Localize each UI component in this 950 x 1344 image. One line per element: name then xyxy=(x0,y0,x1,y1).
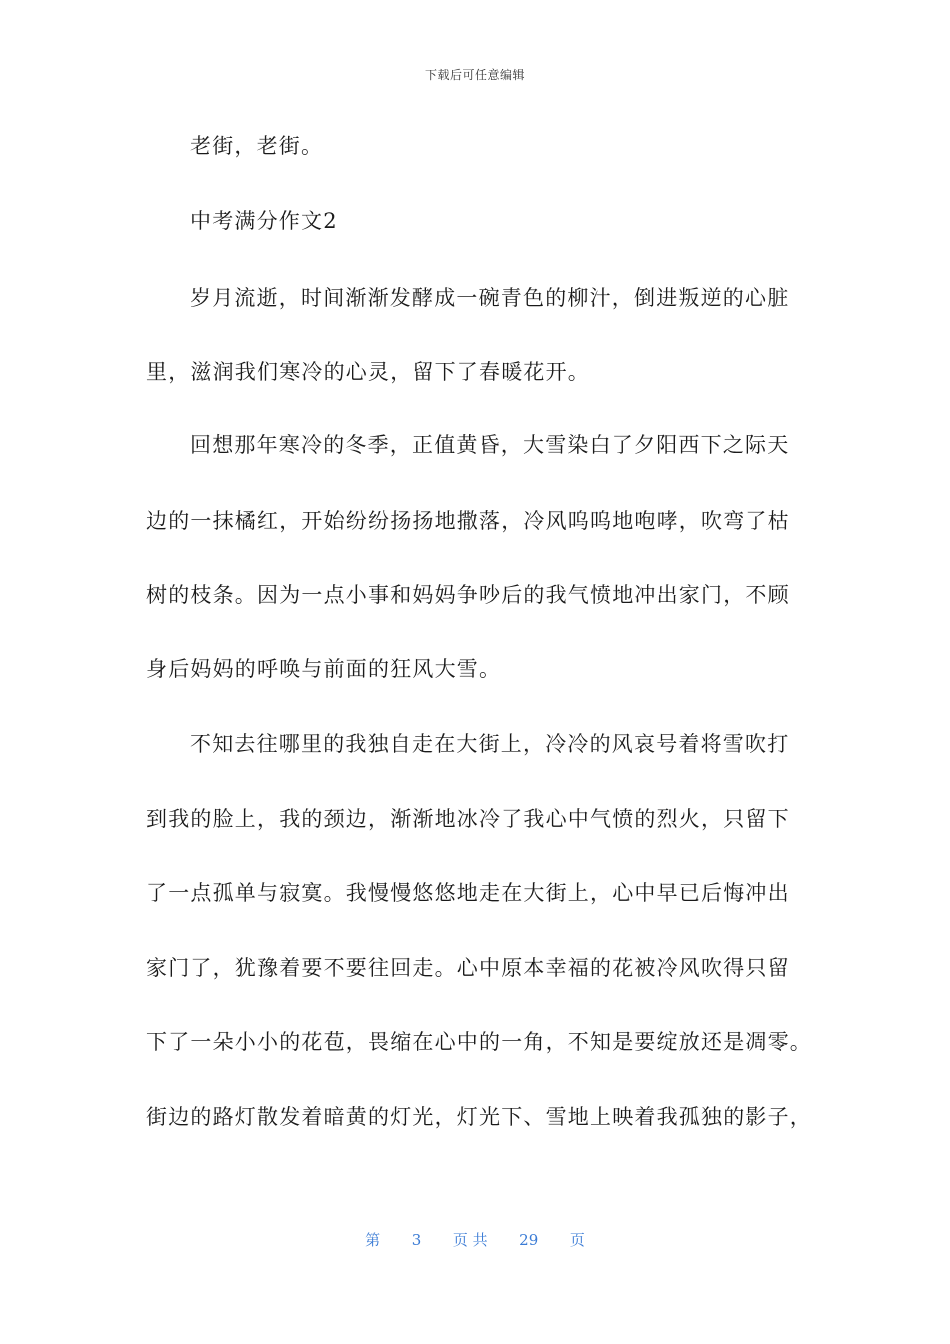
page-middle-text: 页 共 xyxy=(452,1231,488,1249)
body-line: 下了一朵小小的花苞，畏缩在心中的一角，不知是要绽放还是凋零。 xyxy=(146,1030,812,1054)
page-header-note: 下载后可任意编辑 xyxy=(424,68,525,82)
page-total-number: 29 xyxy=(519,1231,539,1249)
body-line: 岁月流逝，时间渐渐发酵成一碗青色的柳汁，倒进叛逆的心脏 xyxy=(190,286,790,310)
body-line: 身后妈妈的呼唤与前面的狂风大雪。 xyxy=(146,657,502,681)
body-line: 不知去往哪里的我独自走在大街上，冷冷的风哀号着将雪吹打 xyxy=(190,732,790,756)
page-suffix: 页 xyxy=(569,1231,585,1249)
body-line: 回想那年寒冷的冬季，正值黄昏，大雪染白了夕阳西下之际天 xyxy=(190,433,790,457)
body-line: 老街，老街。 xyxy=(190,134,324,158)
body-line: 里，滋润我们寒冷的心灵，留下了春暖花开。 xyxy=(146,360,590,384)
body-line: 街边的路灯散发着暗黄的灯光，灯光下、雪地上映着我孤独的影子， xyxy=(146,1105,812,1129)
body-line: 家门了，犹豫着要不要往回走。心中原本幸福的花被冷风吹得只留 xyxy=(146,956,790,980)
page-prefix: 第 xyxy=(365,1231,381,1249)
section-heading: 中考满分作文2 xyxy=(190,209,338,233)
page-footer xyxy=(0,1229,950,1250)
body-line: 了一点孤单与寂寞。我慢慢悠悠地走在大街上，心中早已后悔冲出 xyxy=(146,881,790,905)
body-line: 树的枝条。因为一点小事和妈妈争吵后的我气愤地冲出家门，不顾 xyxy=(146,583,790,607)
page-current-number: 3 xyxy=(411,1231,422,1249)
body-line: 到我的脸上，我的颈边，渐渐地冰冷了我心中气愤的烈火，只留下 xyxy=(146,807,790,831)
body-line: 边的一抹橘红，开始纷纷扬扬地撒落，冷风呜呜地咆哮，吹弯了枯 xyxy=(146,509,790,533)
